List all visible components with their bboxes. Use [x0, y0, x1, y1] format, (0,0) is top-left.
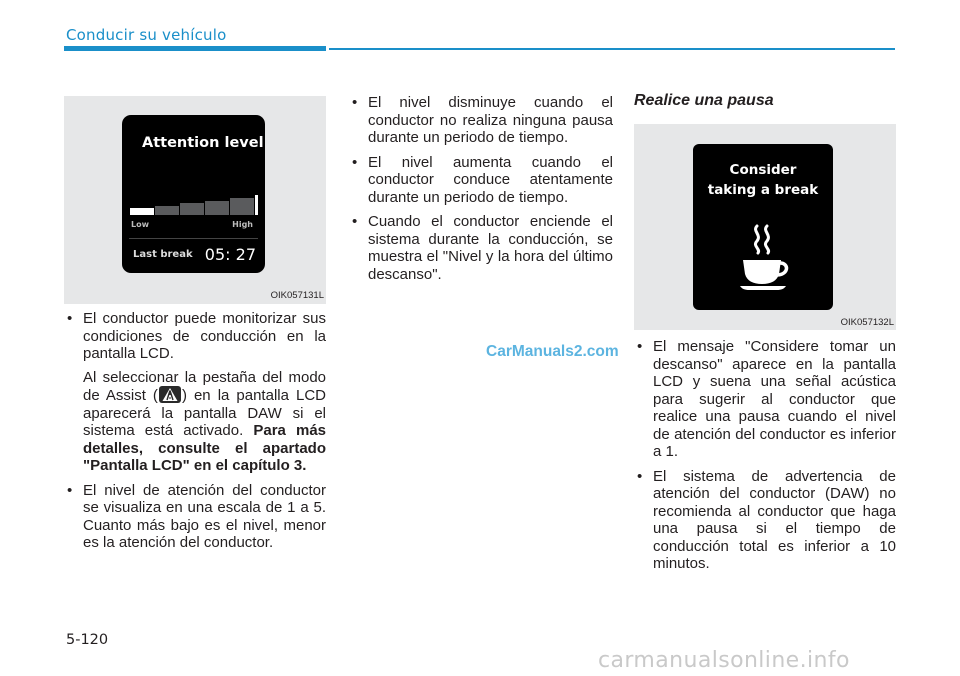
take-a-break-lcd — [693, 144, 833, 310]
header-rule-thick — [64, 46, 326, 51]
list-item: • Cuando el conductor enciende el sistema durante la conducción, se muestra el "Nivel y la hora del último descanso". — [349, 213, 613, 283]
footer-watermark: carmanualsonline.info — [598, 648, 850, 673]
item-text: • El conductor puede monitorizar sus condiciones de conducción en la pantalla LCD. — [83, 310, 326, 362]
attention-level-segment — [180, 203, 204, 215]
header-rule-thin — [329, 48, 895, 50]
list-item: • El mensaje "Considere tomar un descanso" aparece en la pantalla LCD y suena una señal acústica para sugerir al conductor que realice una pausa cuando el nivel de atención del conductor es inferior a 1. — [634, 338, 896, 461]
scale-high-label: High — [232, 220, 253, 229]
attention-level-figure — [64, 96, 326, 304]
attention-level-segment — [205, 201, 229, 216]
watermark: CarManuals2.com — [486, 343, 619, 360]
item-subparagraph — [83, 369, 326, 475]
lcd-title: Attention level — [142, 135, 264, 151]
subheading: Realice una pausa — [634, 92, 774, 109]
page-number: 5-120 — [66, 632, 109, 648]
list-item: • El sistema de advertencia de atención del conductor (DAW) no recomienda al conductor que haga una pausa si el tiempo de conducción total es inferior a 10 minutos. — [634, 468, 896, 573]
section-title: Conducir su vehículo — [66, 26, 227, 44]
cross-reference: Para más detalles, consulte el apartado "Pantalla LCD" en el capítulo 3. — [83, 422, 327, 474]
column-1-list — [64, 310, 326, 559]
column-2-list — [349, 94, 613, 290]
attention-level-max-marker — [255, 195, 258, 215]
lcd-divider — [129, 238, 258, 239]
attention-level-segment — [230, 198, 254, 215]
lcd-message — [693, 160, 833, 200]
attention-level-segment — [155, 206, 179, 216]
road-lane-assist-icon — [159, 386, 181, 403]
lcd-message-line: taking a break — [707, 182, 819, 198]
list-item: • El nivel disminuye cuando el conductor no realiza ninguna pausa durante un periodo de tiempo. — [349, 94, 613, 147]
column-3-list — [634, 338, 896, 580]
lcd-message-line: Consider — [729, 162, 797, 178]
figure-code: OIK057131L — [270, 290, 324, 301]
list-item — [64, 310, 326, 475]
subparagraph-text: Al seleccionar la pestaña del modo de Assist ( — [83, 368, 326, 404]
scale-low-label: Low — [131, 220, 149, 229]
attention-level-segment — [130, 208, 154, 215]
last-break-time: 05: 27 — [204, 245, 256, 264]
take-a-break-figure — [634, 124, 896, 330]
subparagraph-text: ) en la pantalla LCD aparecerá la pantalla DAW si el sistema está activado. — [83, 387, 326, 439]
list-item: • El nivel de atención del conductor se visualiza en una escala de 1 a 5. Cuanto más bajo es el nivel, menor es la atención del conductor. — [64, 482, 326, 552]
list-item: • El nivel aumenta cuando el conductor conduce atentamente durante un periodo de tiempo. — [349, 154, 613, 207]
coffee-cup-icon — [737, 222, 793, 292]
attention-level-lcd — [122, 115, 265, 273]
figure-code: OIK057132L — [840, 317, 894, 328]
last-break-label: Last break — [133, 249, 193, 260]
